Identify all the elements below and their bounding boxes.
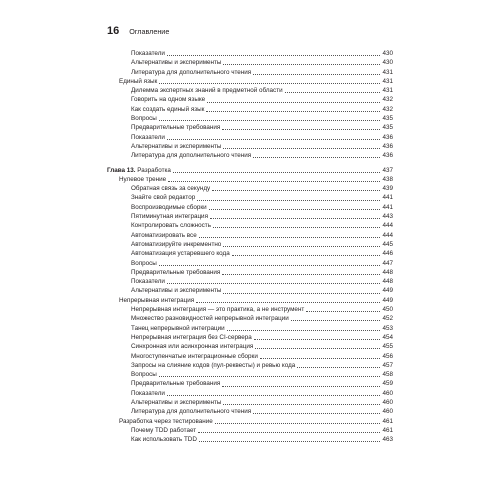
toc-subsection-row <box>107 212 393 221</box>
toc-entry-title: Контролировать сложность <box>131 222 211 230</box>
toc-subsection-row <box>107 249 393 258</box>
toc-dot-leader <box>167 54 381 56</box>
toc-dot-leader <box>209 208 381 210</box>
toc-dot-leader <box>159 375 381 377</box>
toc-subsection-row <box>107 277 393 286</box>
toc-dot-leader <box>196 301 380 303</box>
toc-dot-leader <box>198 431 380 433</box>
toc-dot-leader <box>255 347 380 349</box>
toc-entry-title: Разработка через тестирование <box>119 417 213 425</box>
toc-dot-leader <box>291 319 381 321</box>
toc-subsection-row <box>107 142 393 151</box>
toc-entry-title: Автоматизировать все <box>131 231 197 239</box>
toc-subsection-row <box>107 314 393 323</box>
toc-dot-leader <box>254 338 381 340</box>
toc-page-number: 461 <box>382 417 393 425</box>
toc-entry-title: Воспроизводимые сборки <box>131 203 207 211</box>
toc-page-number: 432 <box>382 105 393 113</box>
toc-page-number: 455 <box>382 343 393 351</box>
toc-dot-leader <box>173 171 381 173</box>
toc-dot-leader <box>159 264 381 266</box>
toc-page-number: 444 <box>382 222 393 230</box>
toc-dot-leader <box>223 245 380 247</box>
toc-page-number: 441 <box>382 203 393 211</box>
toc-page-number: 448 <box>382 268 393 276</box>
toc-page-number: 431 <box>382 77 393 85</box>
toc-dot-leader <box>222 385 380 387</box>
toc-subsection-row <box>107 398 393 407</box>
toc-dot-leader <box>223 147 380 149</box>
toc-entry-title: Обратная связь за секунду <box>131 185 211 193</box>
toc-entry-title: Вопросы <box>131 371 157 379</box>
toc-page-number: 435 <box>382 115 393 123</box>
toc-subsection-row <box>107 68 393 77</box>
toc-dot-leader <box>197 199 380 201</box>
toc-entry-title: Предварительные требования <box>131 268 221 276</box>
toc-dot-leader <box>207 101 380 103</box>
toc-subsection-row <box>107 184 393 193</box>
toc-dot-leader <box>167 394 381 396</box>
toc-page-number: 438 <box>382 175 393 183</box>
toc-dot-leader <box>285 91 381 93</box>
toc-entry-title: Глава 13. Разработка <box>107 166 171 174</box>
toc-dot-leader <box>223 63 380 65</box>
toc-page-number: 441 <box>382 194 393 202</box>
toc-page-number: 447 <box>382 259 393 267</box>
toc-dot-leader <box>159 119 381 121</box>
toc-dot-leader <box>222 128 380 130</box>
toc-page-number: 453 <box>382 324 393 332</box>
toc-chapter-row <box>107 166 393 175</box>
toc-subsection-row <box>107 49 393 58</box>
toc-subsection-row <box>107 426 393 435</box>
toc-dot-leader <box>206 110 380 112</box>
toc-page-number: 461 <box>382 426 393 434</box>
toc-subsection-row <box>107 324 393 333</box>
toc-dot-leader <box>232 254 381 256</box>
toc-subsection-row <box>107 95 393 104</box>
toc-subsection-row <box>107 151 393 160</box>
toc-dot-leader <box>167 138 381 140</box>
toc-page-number: 437 <box>382 166 393 174</box>
toc-subsection-row <box>107 370 393 379</box>
toc-entry-title: Альтернативы и эксперименты <box>131 59 222 67</box>
toc-subsection-row <box>107 352 393 361</box>
toc-page-number: 430 <box>382 50 393 57</box>
toc-subsection-row <box>107 435 393 444</box>
toc-subsection-row <box>107 240 393 249</box>
toc-entry-title: Почему TDD работает <box>131 426 197 434</box>
toc-subsection-row <box>107 231 393 240</box>
toc-page-number: 454 <box>382 333 393 341</box>
toc-entry-title: Непрерывная интеграция <box>119 296 195 304</box>
toc-page-number: 460 <box>382 408 393 416</box>
toc-page-number: 449 <box>382 287 393 295</box>
toc-subsection-row <box>107 58 393 67</box>
toc-dot-leader <box>223 292 380 294</box>
toc-subsection-row <box>107 389 393 398</box>
toc-page-number: 452 <box>382 315 393 323</box>
table-of-contents <box>107 49 393 444</box>
toc-entry-title: Показатели <box>131 389 165 397</box>
toc-dot-leader <box>260 357 381 359</box>
toc-entry-title: Вопросы <box>131 115 157 123</box>
toc-entry-title: Альтернативы и эксперименты <box>131 398 222 406</box>
toc-subsection-row <box>107 333 393 342</box>
toc-entry-title: Литература для дополнительного чтения <box>131 408 252 416</box>
toc-page-number: 435 <box>382 124 393 132</box>
toc-subsection-row <box>107 259 393 268</box>
toc-entry-title: Показатели <box>131 278 165 286</box>
toc-entry-title: Вопросы <box>131 259 157 267</box>
toc-entry-title: Альтернативы и эксперименты <box>131 287 222 295</box>
toc-entry-title: Дилемма экспертных знаний в предметной области <box>131 87 283 95</box>
toc-section-row <box>107 417 393 426</box>
toc-page-number: 460 <box>382 389 393 397</box>
toc-dot-leader <box>199 236 381 238</box>
toc-dot-leader <box>210 217 381 219</box>
toc-page-number: 457 <box>382 361 393 369</box>
toc-entry-title: Автоматизируйте инкрементно <box>131 240 222 248</box>
toc-entry-title: Литература для дополнительного чтения <box>131 152 252 160</box>
toc-entry-title: Многоступенчатые интеграционные сборки <box>131 352 258 360</box>
toc-entry-title: Показатели <box>131 50 165 57</box>
page-number: 16 <box>107 25 120 37</box>
toc-section-row <box>107 77 393 86</box>
toc-entry-title: Непрерывная интеграция — это практика, а не инструмент <box>131 306 305 314</box>
toc-page-number: 443 <box>382 213 393 221</box>
toc-entry-title: Как создать единый язык <box>131 105 205 113</box>
toc-section-row <box>107 175 393 184</box>
toc-entry-title: Говорить на одном языке <box>131 96 206 104</box>
toc-page-number: 436 <box>382 142 393 150</box>
toc-dot-leader <box>215 422 381 424</box>
toc-entry-title: Запросы на слияние кодов (пул-реквесты) и ревью кода <box>131 361 296 369</box>
toc-page-number: 445 <box>382 240 393 248</box>
toc-dot-leader <box>212 189 380 191</box>
toc-dot-leader <box>253 73 380 75</box>
toc-page-number: 436 <box>382 133 393 141</box>
toc-entry-title: Синхронная или асинхронная интеграция <box>131 343 254 351</box>
toc-subsection-row <box>107 193 393 202</box>
toc-subsection-row <box>107 407 393 416</box>
toc-dot-leader <box>297 366 380 368</box>
toc-page-number: 444 <box>382 231 393 239</box>
toc-subsection-row <box>107 342 393 351</box>
toc-page-number: 449 <box>382 296 393 304</box>
toc-dot-leader <box>168 180 380 182</box>
toc-dot-leader <box>253 156 380 158</box>
toc-subsection-row <box>107 268 393 277</box>
toc-page-number: 450 <box>382 306 393 314</box>
toc-page-number: 430 <box>382 59 393 67</box>
toc-entry-title: Пятиминутная интеграция <box>131 213 208 221</box>
toc-entry-title: Литература для дополнительного чтения <box>131 68 252 76</box>
toc-section-row <box>107 296 393 305</box>
toc-dot-leader <box>167 282 381 284</box>
toc-dot-leader <box>213 226 381 228</box>
toc-page-number: 448 <box>382 278 393 286</box>
toc-entry-title: Как использовать TDD <box>131 436 197 444</box>
toc-page-number: 436 <box>382 152 393 160</box>
toc-subsection-row <box>107 379 393 388</box>
toc-entry-title: Автоматизация устаревшего кода <box>131 250 230 258</box>
page-header <box>107 25 169 37</box>
toc-page-number: 432 <box>382 96 393 104</box>
toc-dot-leader <box>227 329 381 331</box>
toc-entry-title: Непрерывная интеграция без CI-сервера <box>131 333 252 341</box>
toc-entry-title: Предварительные требования <box>131 380 221 388</box>
toc-entry-title: Предварительные требования <box>131 124 221 132</box>
toc-subsection-row <box>107 105 393 114</box>
toc-page-number: 459 <box>382 380 393 388</box>
toc-entry-title: Множество разновидностей непрерывной интеграции <box>131 315 289 323</box>
toc-dot-leader <box>159 82 380 84</box>
toc-page-number: 439 <box>382 185 393 193</box>
toc-entry-title: Танец непрерывной интеграции <box>131 324 225 332</box>
toc-subsection-row <box>107 133 393 142</box>
toc-subsection-row <box>107 305 393 314</box>
toc-subsection-row <box>107 286 393 295</box>
toc-dot-leader <box>222 273 380 275</box>
toc-page-number: 446 <box>382 250 393 258</box>
toc-dot-leader <box>199 440 381 442</box>
toc-entry-title: Показатели <box>131 133 165 141</box>
toc-page-number: 463 <box>382 436 393 444</box>
toc-page-number: 431 <box>382 87 393 95</box>
running-title: Оглавление <box>129 27 170 36</box>
toc-dot-leader <box>223 403 380 405</box>
toc-dot-leader <box>306 310 380 312</box>
toc-subsection-row <box>107 86 393 95</box>
toc-entry-title: Альтернативы и эксперименты <box>131 142 222 150</box>
toc-entry-title: Нулевое трение <box>119 175 167 183</box>
toc-page-number: 456 <box>382 352 393 360</box>
toc-subsection-row <box>107 221 393 230</box>
toc-page-number: 431 <box>382 68 393 76</box>
toc-subsection-row <box>107 361 393 370</box>
toc-entry-title: Знайте свой редактор <box>131 194 196 202</box>
toc-entry-title: Единый язык <box>119 77 158 85</box>
toc-subsection-row <box>107 114 393 123</box>
toc-dot-leader <box>253 412 380 414</box>
toc-page-number: 458 <box>382 371 393 379</box>
toc-subsection-row <box>107 123 393 132</box>
toc-chapter-number: Глава 13. <box>107 166 136 174</box>
toc-page-number: 460 <box>382 398 393 406</box>
toc-subsection-row <box>107 203 393 212</box>
